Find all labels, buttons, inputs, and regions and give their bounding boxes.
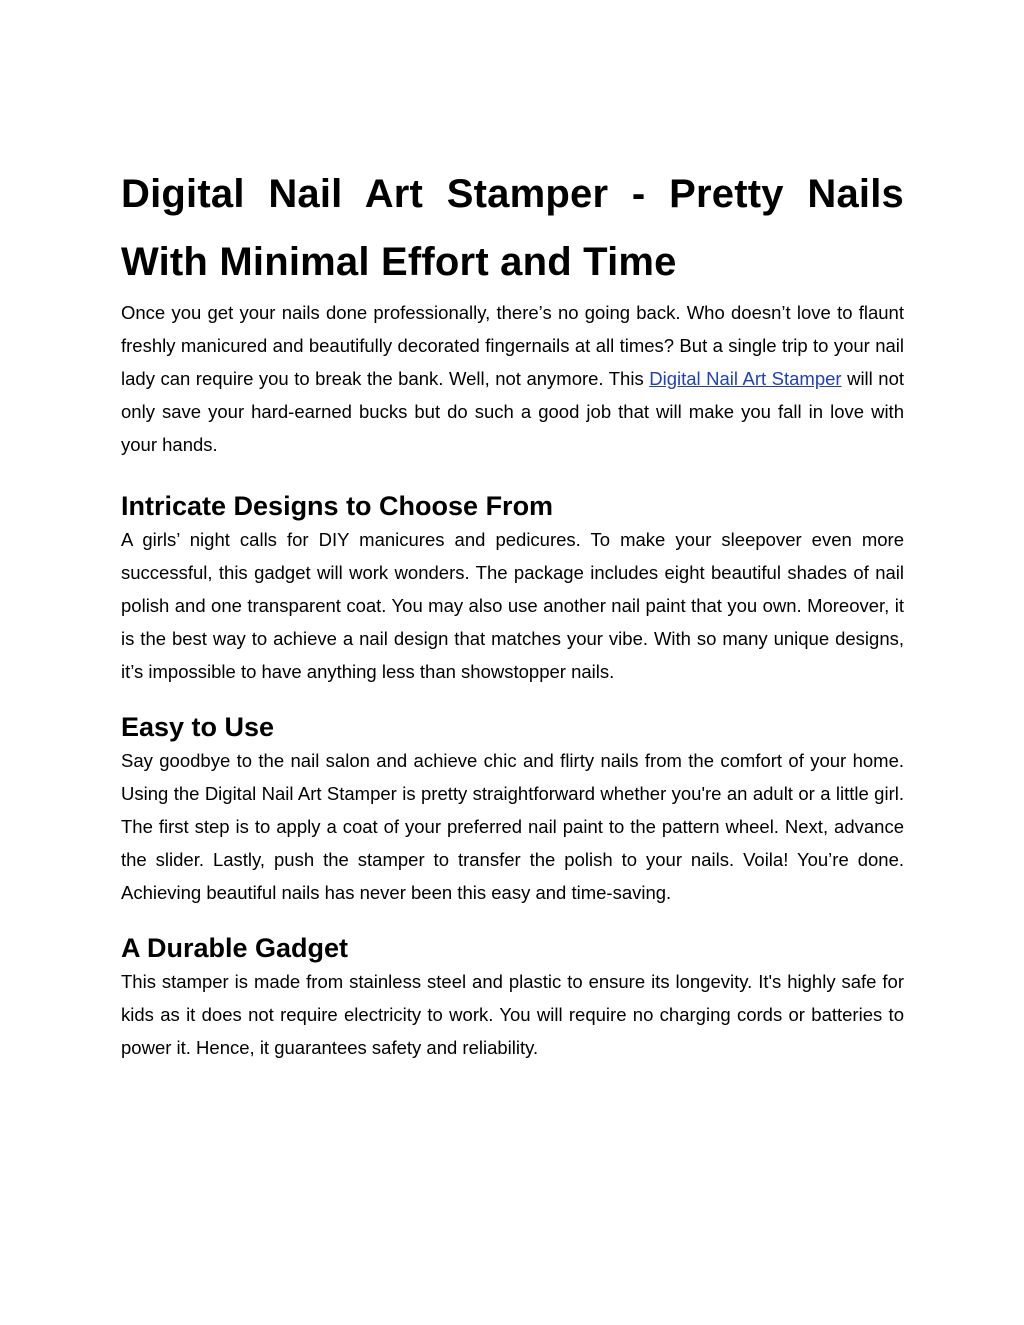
document-page: [121, 160, 904, 1064]
section-durable-gadget: [121, 931, 904, 1064]
section-heading: Easy to Use: [121, 712, 275, 742]
intro-text-after-link: will not only save your hard-earned bucks but do such a good job that will make you fall in love with your hands.: [121, 368, 905, 455]
section-body: This stamper is made from stainless steel and plastic to ensure its longevity. It's highly safe for kids as it does not require electricity to work. You will require no charging cords or batteries to power it. Hence, it guarantees safety and reliability.: [121, 971, 904, 1058]
intro-paragraph: [121, 296, 904, 461]
section-easy-to-use: [121, 710, 904, 909]
section-body: Say goodbye to the nail salon and achieve chic and flirty nails from the comfort of your home. Using the Digital Nail Art Stamper is pretty straightforward whether you're an adult or a little girl. The first step is to apply a coat of your preferred nail paint to the pattern wheel. Next, advance the slider. Lastly, push the stamper to transfer the polish to your nails. Voila! You’re done. Achieving beautiful nails has never been this easy and time-saving.: [121, 750, 904, 903]
section-body: A girls’ night calls for DIY manicures and pedicures. To make your sleepover even more successful, this gadget will work wonders. The package includes eight beautiful shades of nail polish and one transparent coat. You may also use another nail paint that you own. Moreover, it is the best way to achieve a nail design that matches your vibe. With so many unique designs, it’s impossible to have anything less than showstopper nails.: [121, 529, 904, 682]
section-intricate-designs: [121, 489, 904, 688]
intro-text-before-link: Once you get your nails done professionally, there’s no going back. Who doesn’t love to flaunt freshly manicured and beautifully decorated fingernails at all times? But a single trip to your nail lady can require you to break the bank. Well, not anymore. This: [121, 302, 904, 389]
section-heading: A Durable Gadget: [121, 933, 349, 963]
page-title: Digital Nail Art Stamper - Pretty Nails With Minimal Effort and Time: [121, 172, 904, 284]
section-heading: Intricate Designs to Choose From: [121, 491, 554, 521]
product-link[interactable]: Digital Nail Art Stamper: [649, 368, 842, 389]
